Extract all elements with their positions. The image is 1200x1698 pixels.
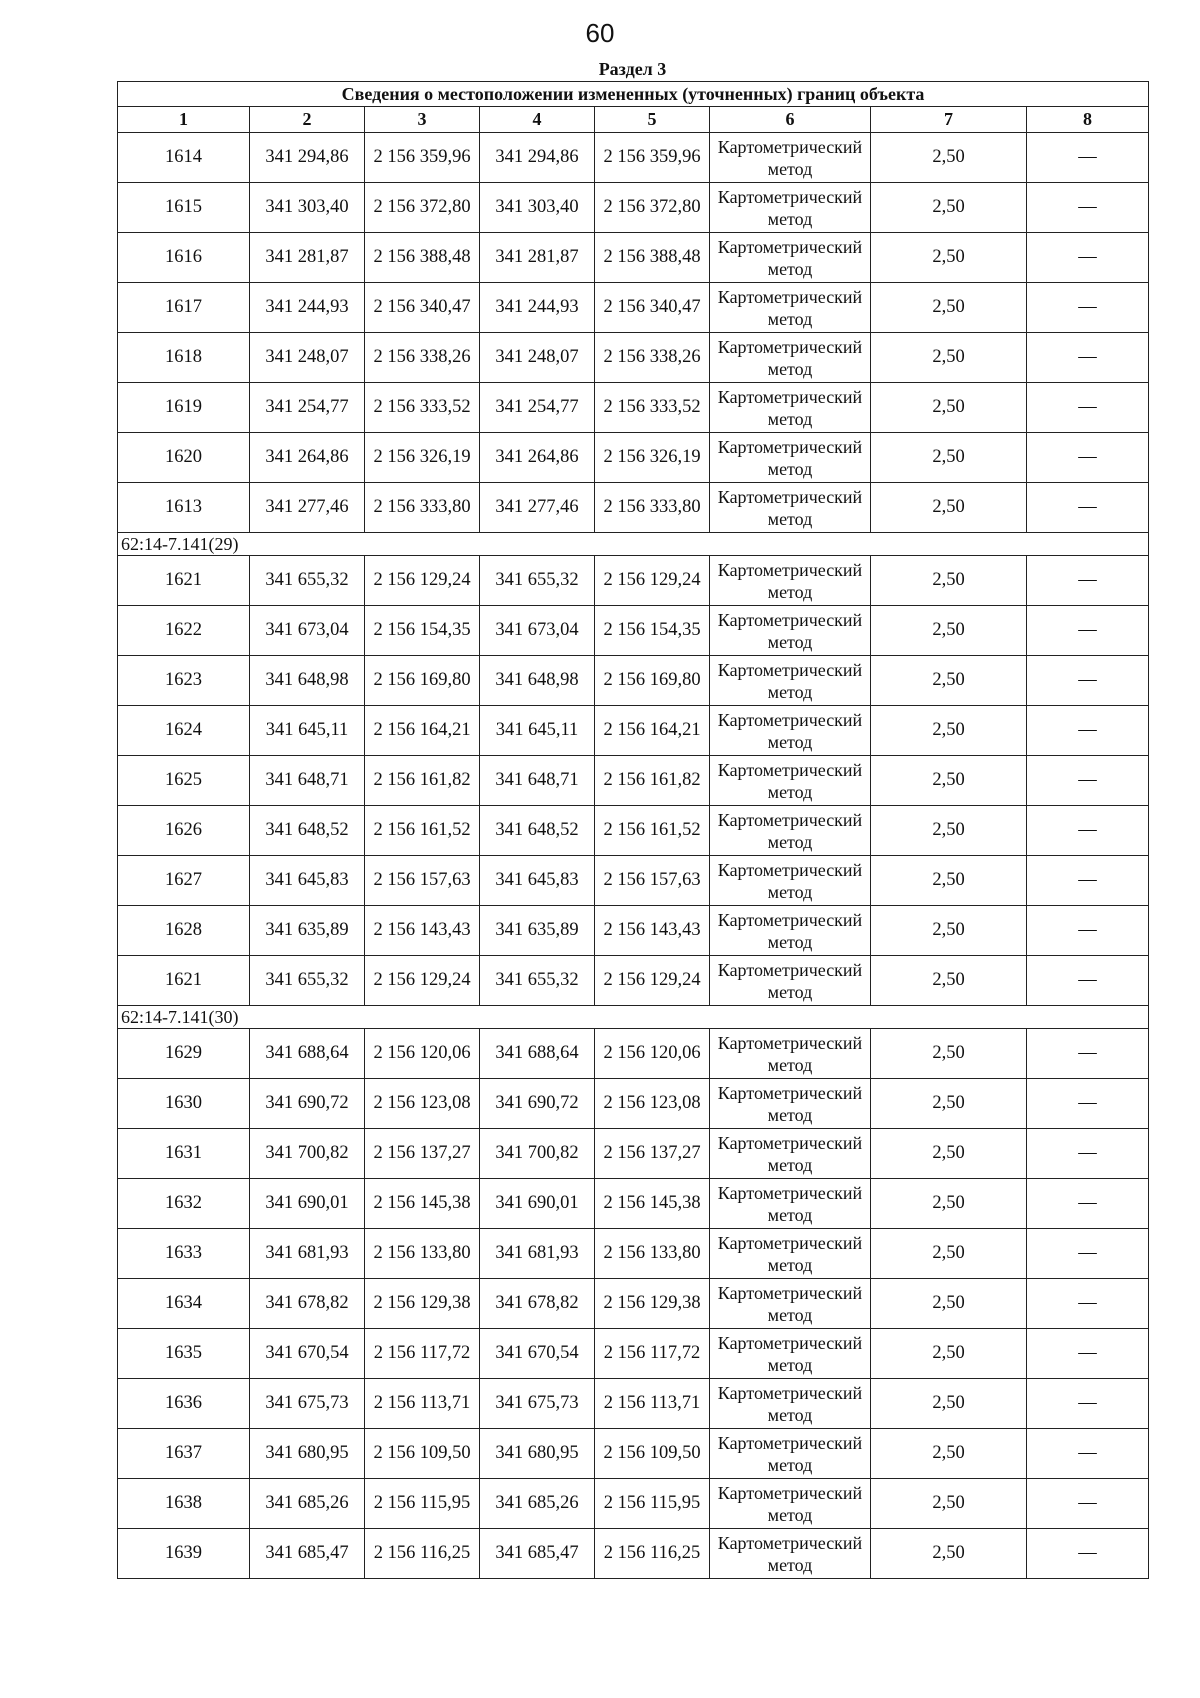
table-row <box>118 1429 1149 1479</box>
dash-cell: — <box>1027 1379 1149 1429</box>
x-coordinate-cell: 341 678,82 <box>250 1279 365 1329</box>
point-number-cell: 1622 <box>118 606 250 656</box>
method-cell: Картометрический метод <box>710 706 871 756</box>
accuracy-cell: 2,50 <box>871 606 1027 656</box>
x-coordinate-cell: 341 680,95 <box>480 1429 595 1479</box>
point-number-cell: 1619 <box>118 383 250 433</box>
point-number-cell: 1637 <box>118 1429 250 1479</box>
x-coordinate-cell: 341 244,93 <box>480 283 595 333</box>
x-coordinate-cell: 341 673,04 <box>250 606 365 656</box>
point-number-cell: 1638 <box>118 1479 250 1529</box>
table-row <box>118 1379 1149 1429</box>
group-header-row <box>118 533 1149 556</box>
method-cell: Картометрический метод <box>710 1429 871 1479</box>
method-cell: Картометрический метод <box>710 1529 871 1579</box>
point-number-cell: 1613 <box>118 483 250 533</box>
table-row <box>118 556 1149 606</box>
y-coordinate-cell: 2 156 145,38 <box>365 1179 480 1229</box>
column-header: 4 <box>480 107 595 133</box>
dash-cell: — <box>1027 956 1149 1006</box>
y-coordinate-cell: 2 156 123,08 <box>595 1079 710 1129</box>
method-cell: Картометрический метод <box>710 233 871 283</box>
x-coordinate-cell: 341 655,32 <box>480 556 595 606</box>
y-coordinate-cell: 2 156 117,72 <box>365 1329 480 1379</box>
x-coordinate-cell: 341 655,32 <box>250 556 365 606</box>
accuracy-cell: 2,50 <box>871 806 1027 856</box>
x-coordinate-cell: 341 681,93 <box>250 1229 365 1279</box>
accuracy-cell: 2,50 <box>871 556 1027 606</box>
y-coordinate-cell: 2 156 161,52 <box>595 806 710 856</box>
x-coordinate-cell: 341 685,26 <box>480 1479 595 1529</box>
dash-cell: — <box>1027 1079 1149 1129</box>
x-coordinate-cell: 341 264,86 <box>480 433 595 483</box>
accuracy-cell: 2,50 <box>871 956 1027 1006</box>
x-coordinate-cell: 341 254,77 <box>250 383 365 433</box>
y-coordinate-cell: 2 156 116,25 <box>595 1529 710 1579</box>
method-cell: Картометрический метод <box>710 656 871 706</box>
x-coordinate-cell: 341 690,01 <box>250 1179 365 1229</box>
y-coordinate-cell: 2 156 123,08 <box>365 1079 480 1129</box>
y-coordinate-cell: 2 156 109,50 <box>595 1429 710 1479</box>
y-coordinate-cell: 2 156 133,80 <box>365 1229 480 1279</box>
accuracy-cell: 2,50 <box>871 1129 1027 1179</box>
method-cell: Картометрический метод <box>710 1129 871 1179</box>
y-coordinate-cell: 2 156 157,63 <box>365 856 480 906</box>
column-header: 6 <box>710 107 871 133</box>
y-coordinate-cell: 2 156 359,96 <box>365 133 480 183</box>
y-coordinate-cell: 2 156 129,24 <box>365 956 480 1006</box>
accuracy-cell: 2,50 <box>871 656 1027 706</box>
y-coordinate-cell: 2 156 326,19 <box>365 433 480 483</box>
x-coordinate-cell: 341 645,83 <box>480 856 595 906</box>
table-row <box>118 183 1149 233</box>
accuracy-cell: 2,50 <box>871 1429 1027 1479</box>
point-number-cell: 1639 <box>118 1529 250 1579</box>
y-coordinate-cell: 2 156 388,48 <box>365 233 480 283</box>
x-coordinate-cell: 341 294,86 <box>480 133 595 183</box>
dash-cell: — <box>1027 483 1149 533</box>
table-row <box>118 433 1149 483</box>
y-coordinate-cell: 2 156 333,52 <box>365 383 480 433</box>
point-number-cell: 1623 <box>118 656 250 706</box>
y-coordinate-cell: 2 156 359,96 <box>595 133 710 183</box>
point-number-cell: 1621 <box>118 956 250 1006</box>
y-coordinate-cell: 2 156 164,21 <box>365 706 480 756</box>
x-coordinate-cell: 341 303,40 <box>250 183 365 233</box>
table-row <box>118 1479 1149 1529</box>
column-header: 1 <box>118 107 250 133</box>
dash-cell: — <box>1027 1329 1149 1379</box>
dash-cell: — <box>1027 1179 1149 1229</box>
dash-cell: — <box>1027 183 1149 233</box>
y-coordinate-cell: 2 156 161,82 <box>595 756 710 806</box>
method-cell: Картометрический метод <box>710 1379 871 1429</box>
x-coordinate-cell: 341 648,71 <box>480 756 595 806</box>
x-coordinate-cell: 341 700,82 <box>250 1129 365 1179</box>
accuracy-cell: 2,50 <box>871 433 1027 483</box>
x-coordinate-cell: 341 678,82 <box>480 1279 595 1329</box>
y-coordinate-cell: 2 156 340,47 <box>365 283 480 333</box>
x-coordinate-cell: 341 648,98 <box>480 656 595 706</box>
dash-cell: — <box>1027 856 1149 906</box>
dash-cell: — <box>1027 1529 1149 1579</box>
column-header: 7 <box>871 107 1027 133</box>
dash-cell: — <box>1027 906 1149 956</box>
dash-cell: — <box>1027 1129 1149 1179</box>
dash-cell: — <box>1027 606 1149 656</box>
point-number-cell: 1615 <box>118 183 250 233</box>
dash-cell: — <box>1027 133 1149 183</box>
x-coordinate-cell: 341 681,93 <box>480 1229 595 1279</box>
y-coordinate-cell: 2 156 120,06 <box>595 1029 710 1079</box>
point-number-cell: 1636 <box>118 1379 250 1429</box>
x-coordinate-cell: 341 685,47 <box>480 1529 595 1579</box>
page-number: 60 <box>585 18 615 48</box>
point-number-cell: 1621 <box>118 556 250 606</box>
x-coordinate-cell: 341 688,64 <box>250 1029 365 1079</box>
method-cell: Картометрический метод <box>710 806 871 856</box>
x-coordinate-cell: 341 635,89 <box>250 906 365 956</box>
method-cell: Картометрический метод <box>710 1329 871 1379</box>
accuracy-cell: 2,50 <box>871 1179 1027 1229</box>
method-cell: Картометрический метод <box>710 333 871 383</box>
x-coordinate-cell: 341 675,73 <box>250 1379 365 1429</box>
x-coordinate-cell: 341 244,93 <box>250 283 365 333</box>
y-coordinate-cell: 2 156 129,38 <box>595 1279 710 1329</box>
y-coordinate-cell: 2 156 143,43 <box>595 906 710 956</box>
accuracy-cell: 2,50 <box>871 1279 1027 1329</box>
y-coordinate-cell: 2 156 372,80 <box>365 183 480 233</box>
x-coordinate-cell: 341 248,07 <box>480 333 595 383</box>
y-coordinate-cell: 2 156 117,72 <box>595 1329 710 1379</box>
point-number-cell: 1635 <box>118 1329 250 1379</box>
y-coordinate-cell: 2 156 133,80 <box>595 1229 710 1279</box>
method-cell: Картометрический метод <box>710 606 871 656</box>
dash-cell: — <box>1027 556 1149 606</box>
y-coordinate-cell: 2 156 109,50 <box>365 1429 480 1479</box>
y-coordinate-cell: 2 156 161,52 <box>365 806 480 856</box>
point-number-cell: 1620 <box>118 433 250 483</box>
x-coordinate-cell: 341 673,04 <box>480 606 595 656</box>
table-row <box>118 656 1149 706</box>
dash-cell: — <box>1027 706 1149 756</box>
x-coordinate-cell: 341 645,83 <box>250 856 365 906</box>
point-number-cell: 1626 <box>118 806 250 856</box>
y-coordinate-cell: 2 156 338,26 <box>595 333 710 383</box>
x-coordinate-cell: 341 281,87 <box>480 233 595 283</box>
method-cell: Картометрический метод <box>710 856 871 906</box>
accuracy-cell: 2,50 <box>871 233 1027 283</box>
method-cell: Картометрический метод <box>710 183 871 233</box>
method-cell: Картометрический метод <box>710 1179 871 1229</box>
group-label: 62:14-7.141(29) <box>118 533 1149 556</box>
y-coordinate-cell: 2 156 145,38 <box>595 1179 710 1229</box>
point-number-cell: 1618 <box>118 333 250 383</box>
table-row <box>118 1129 1149 1179</box>
dash-cell: — <box>1027 433 1149 483</box>
x-coordinate-cell: 341 277,46 <box>250 483 365 533</box>
x-coordinate-cell: 341 648,71 <box>250 756 365 806</box>
table-caption: Сведения о местоположении измененных (уточненных) границ объекта <box>118 82 1149 107</box>
point-number-cell: 1625 <box>118 756 250 806</box>
accuracy-cell: 2,50 <box>871 1479 1027 1529</box>
y-coordinate-cell: 2 156 143,43 <box>365 906 480 956</box>
dash-cell: — <box>1027 233 1149 283</box>
y-coordinate-cell: 2 156 154,35 <box>595 606 710 656</box>
method-cell: Картометрический метод <box>710 1079 871 1129</box>
y-coordinate-cell: 2 156 113,71 <box>595 1379 710 1429</box>
accuracy-cell: 2,50 <box>871 1029 1027 1079</box>
column-header: 5 <box>595 107 710 133</box>
accuracy-cell: 2,50 <box>871 1529 1027 1579</box>
table-body <box>118 133 1149 1579</box>
y-coordinate-cell: 2 156 129,38 <box>365 1279 480 1329</box>
dash-cell: — <box>1027 656 1149 706</box>
dash-cell: — <box>1027 383 1149 433</box>
y-coordinate-cell: 2 156 113,71 <box>365 1379 480 1429</box>
group-label: 62:14-7.141(30) <box>118 1006 1149 1029</box>
table-row <box>118 806 1149 856</box>
point-number-cell: 1630 <box>118 1079 250 1129</box>
x-coordinate-cell: 341 277,46 <box>480 483 595 533</box>
dash-cell: — <box>1027 806 1149 856</box>
x-coordinate-cell: 341 690,72 <box>480 1079 595 1129</box>
table-row <box>118 283 1149 333</box>
point-number-cell: 1617 <box>118 283 250 333</box>
x-coordinate-cell: 341 680,95 <box>250 1429 365 1479</box>
method-cell: Картометрический метод <box>710 556 871 606</box>
table-row <box>118 1229 1149 1279</box>
table-row <box>118 483 1149 533</box>
x-coordinate-cell: 341 670,54 <box>480 1329 595 1379</box>
dash-cell: — <box>1027 1279 1149 1329</box>
method-cell: Картометрический метод <box>710 283 871 333</box>
dash-cell: — <box>1027 1229 1149 1279</box>
method-cell: Картометрический метод <box>710 1479 871 1529</box>
y-coordinate-cell: 2 156 129,24 <box>595 556 710 606</box>
table-row <box>118 333 1149 383</box>
table-row <box>118 606 1149 656</box>
y-coordinate-cell: 2 156 338,26 <box>365 333 480 383</box>
x-coordinate-cell: 341 685,26 <box>250 1479 365 1529</box>
y-coordinate-cell: 2 156 333,80 <box>365 483 480 533</box>
x-coordinate-cell: 341 675,73 <box>480 1379 595 1429</box>
table-row <box>118 706 1149 756</box>
x-coordinate-cell: 341 648,52 <box>480 806 595 856</box>
table-row <box>118 956 1149 1006</box>
accuracy-cell: 2,50 <box>871 1329 1027 1379</box>
x-coordinate-cell: 341 248,07 <box>250 333 365 383</box>
dash-cell: — <box>1027 283 1149 333</box>
accuracy-cell: 2,50 <box>871 1079 1027 1129</box>
accuracy-cell: 2,50 <box>871 1229 1027 1279</box>
accuracy-cell: 2,50 <box>871 856 1027 906</box>
dash-cell: — <box>1027 1029 1149 1079</box>
column-header: 3 <box>365 107 480 133</box>
accuracy-cell: 2,50 <box>871 483 1027 533</box>
y-coordinate-cell: 2 156 372,80 <box>595 183 710 233</box>
method-cell: Картометрический метод <box>710 483 871 533</box>
method-cell: Картометрический метод <box>710 756 871 806</box>
x-coordinate-cell: 341 648,52 <box>250 806 365 856</box>
column-header: 2 <box>250 107 365 133</box>
y-coordinate-cell: 2 156 340,47 <box>595 283 710 333</box>
table-row <box>118 1029 1149 1079</box>
x-coordinate-cell: 341 294,86 <box>250 133 365 183</box>
point-number-cell: 1627 <box>118 856 250 906</box>
y-coordinate-cell: 2 156 154,35 <box>365 606 480 656</box>
x-coordinate-cell: 341 648,98 <box>250 656 365 706</box>
table-row <box>118 1179 1149 1229</box>
x-coordinate-cell: 341 688,64 <box>480 1029 595 1079</box>
method-cell: Картометрический метод <box>710 1279 871 1329</box>
y-coordinate-cell: 2 156 115,95 <box>365 1479 480 1529</box>
dash-cell: — <box>1027 1429 1149 1479</box>
y-coordinate-cell: 2 156 115,95 <box>595 1479 710 1529</box>
section-title: Раздел 3 <box>598 59 667 79</box>
method-cell: Картометрический метод <box>710 433 871 483</box>
x-coordinate-cell: 341 645,11 <box>250 706 365 756</box>
table-row <box>118 1329 1149 1379</box>
x-coordinate-cell: 341 635,89 <box>480 906 595 956</box>
table-row <box>118 133 1149 183</box>
x-coordinate-cell: 341 685,47 <box>250 1529 365 1579</box>
accuracy-cell: 2,50 <box>871 906 1027 956</box>
method-cell: Картометрический метод <box>710 133 871 183</box>
x-coordinate-cell: 341 690,72 <box>250 1079 365 1129</box>
y-coordinate-cell: 2 156 164,21 <box>595 706 710 756</box>
x-coordinate-cell: 341 690,01 <box>480 1179 595 1229</box>
column-header-row <box>118 107 1149 133</box>
table-row <box>118 1079 1149 1129</box>
dash-cell: — <box>1027 756 1149 806</box>
y-coordinate-cell: 2 156 333,52 <box>595 383 710 433</box>
boundary-table <box>117 81 1149 1579</box>
x-coordinate-cell: 341 655,32 <box>480 956 595 1006</box>
table-row <box>118 383 1149 433</box>
y-coordinate-cell: 2 156 161,82 <box>365 756 480 806</box>
method-cell: Картометрический метод <box>710 1029 871 1079</box>
method-cell: Картометрический метод <box>710 906 871 956</box>
point-number-cell: 1632 <box>118 1179 250 1229</box>
x-coordinate-cell: 341 303,40 <box>480 183 595 233</box>
y-coordinate-cell: 2 156 129,24 <box>365 556 480 606</box>
point-number-cell: 1633 <box>118 1229 250 1279</box>
accuracy-cell: 2,50 <box>871 756 1027 806</box>
y-coordinate-cell: 2 156 137,27 <box>365 1129 480 1179</box>
point-number-cell: 1614 <box>118 133 250 183</box>
point-number-cell: 1631 <box>118 1129 250 1179</box>
y-coordinate-cell: 2 156 129,24 <box>595 956 710 1006</box>
table-row <box>118 756 1149 806</box>
y-coordinate-cell: 2 156 137,27 <box>595 1129 710 1179</box>
x-coordinate-cell: 341 264,86 <box>250 433 365 483</box>
point-number-cell: 1634 <box>118 1279 250 1329</box>
table-row <box>118 1529 1149 1579</box>
accuracy-cell: 2,50 <box>871 1379 1027 1429</box>
method-cell: Картометрический метод <box>710 956 871 1006</box>
method-cell: Картометрический метод <box>710 1229 871 1279</box>
dash-cell: — <box>1027 1479 1149 1529</box>
accuracy-cell: 2,50 <box>871 283 1027 333</box>
y-coordinate-cell: 2 156 116,25 <box>365 1529 480 1579</box>
table-row <box>118 233 1149 283</box>
table-row <box>118 856 1149 906</box>
y-coordinate-cell: 2 156 120,06 <box>365 1029 480 1079</box>
group-header-row <box>118 1006 1149 1029</box>
dash-cell: — <box>1027 333 1149 383</box>
x-coordinate-cell: 341 700,82 <box>480 1129 595 1179</box>
x-coordinate-cell: 341 655,32 <box>250 956 365 1006</box>
accuracy-cell: 2,50 <box>871 133 1027 183</box>
table-row <box>118 906 1149 956</box>
y-coordinate-cell: 2 156 169,80 <box>595 656 710 706</box>
method-cell: Картометрический метод <box>710 383 871 433</box>
y-coordinate-cell: 2 156 326,19 <box>595 433 710 483</box>
column-header: 8 <box>1027 107 1149 133</box>
x-coordinate-cell: 341 645,11 <box>480 706 595 756</box>
accuracy-cell: 2,50 <box>871 706 1027 756</box>
y-coordinate-cell: 2 156 169,80 <box>365 656 480 706</box>
table-row <box>118 1279 1149 1329</box>
accuracy-cell: 2,50 <box>871 183 1027 233</box>
y-coordinate-cell: 2 156 157,63 <box>595 856 710 906</box>
accuracy-cell: 2,50 <box>871 333 1027 383</box>
point-number-cell: 1628 <box>118 906 250 956</box>
y-coordinate-cell: 2 156 333,80 <box>595 483 710 533</box>
x-coordinate-cell: 341 281,87 <box>250 233 365 283</box>
x-coordinate-cell: 341 254,77 <box>480 383 595 433</box>
point-number-cell: 1624 <box>118 706 250 756</box>
point-number-cell: 1629 <box>118 1029 250 1079</box>
y-coordinate-cell: 2 156 388,48 <box>595 233 710 283</box>
point-number-cell: 1616 <box>118 233 250 283</box>
x-coordinate-cell: 341 670,54 <box>250 1329 365 1379</box>
accuracy-cell: 2,50 <box>871 383 1027 433</box>
